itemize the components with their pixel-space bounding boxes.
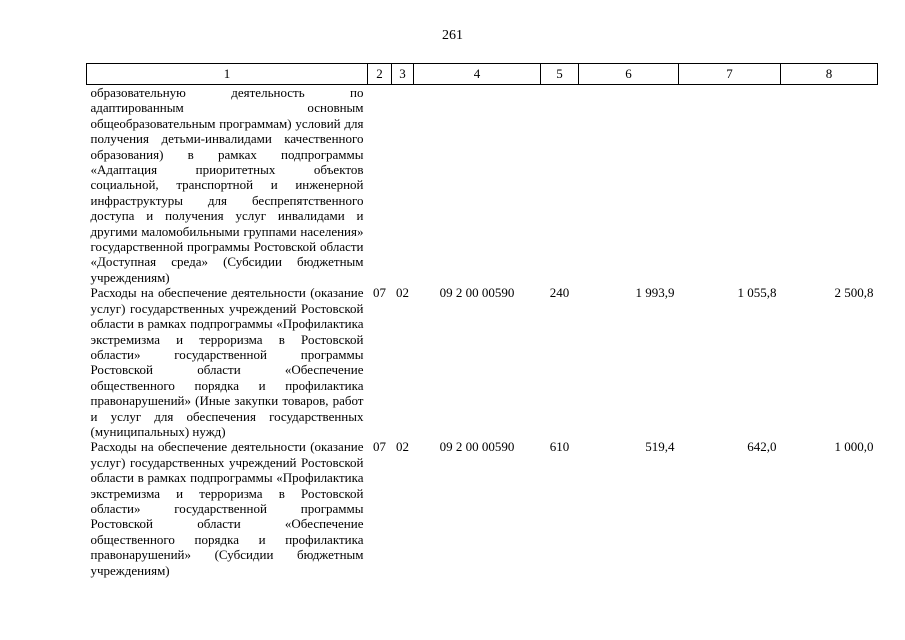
table-row [87,439,878,578]
row-description-text: образовательную деятельность по адаптированным основным общеобразовательным программам) условий для получения детьми-инвалидами качественного образования) в рамках подпрограммы «Адаптация приоритетных объектов социальной, транспортной и инженерной инфраструктуры для беспрепятственного доступа и получения услуг инвалидами и другими маломобильными группами населения» государственной программы Ростовской области «Доступная среда» (Субсидии бюджетным учреждениям) [90,85,364,285]
row-amount-6: 1 993,9 [635,285,675,301]
column-header-4: 4 [414,64,541,85]
row-target-article: 09 2 00 00590 [439,439,515,455]
column-header-2: 2 [368,64,392,85]
row-amount-8: 1 000,0 [834,439,874,455]
row-subsection [392,85,414,286]
row-section [368,85,392,286]
row-target-article [414,85,541,286]
row-amount-8: 2 500,8 [834,285,874,301]
column-header-5: 5 [541,64,579,85]
header-row [87,64,878,85]
page-number: 261 [442,28,463,43]
column-header-7: 7 [679,64,781,85]
row-description-text: Расходы на обеспечение деятельности (оказание услуг) государственных учреждений Ростовской области в рамках подпрограммы «Профилактика экстремизма и терроризма в Ростовской области» государственной программы Ростовской области «Обеспечение общественного порядка и профилактика правонарушений» (Субсидии бюджетным учреждениям) [90,439,364,578]
column-header-3: 3 [392,64,414,85]
row-amount-6: 519,4 [645,439,675,455]
row-section: 07 [373,439,386,455]
row-subsection: 02 [396,285,409,301]
row-expense-type [541,85,579,286]
row-section: 07 [373,285,386,301]
row-description [87,85,368,286]
row-subsection: 02 [396,439,409,455]
row-description [87,285,368,439]
table-body [87,85,878,579]
table-header [87,64,878,85]
table-row [87,285,878,439]
row-amount-8 [781,85,878,286]
row-target-article: 09 2 00 00590 [439,285,515,301]
column-header-8: 8 [781,64,878,85]
column-header-6: 6 [579,64,679,85]
budget-table [86,63,878,578]
row-description [87,439,368,578]
row-expense-type: 610 [549,439,570,455]
table-row [87,85,878,286]
row-amount-7: 1 055,8 [737,285,777,301]
row-amount-7: 642,0 [747,439,777,455]
column-header-1: 1 [87,64,368,85]
row-amount-7 [679,85,781,286]
row-expense-type: 240 [549,285,570,301]
row-description-text: Расходы на обеспечение деятельности (оказание услуг) государственных учреждений Ростовской области в рамках подпрограммы «Профилактика экстремизма и терроризма в Ростовской области» государственной программы Ростовской области «Обеспечение общественного порядка и профилактика правонарушений» (Иные закупки товаров, работ и услуг для обеспечения государственных (муниципальных) нужд) [90,285,364,439]
row-amount-6 [579,85,679,286]
